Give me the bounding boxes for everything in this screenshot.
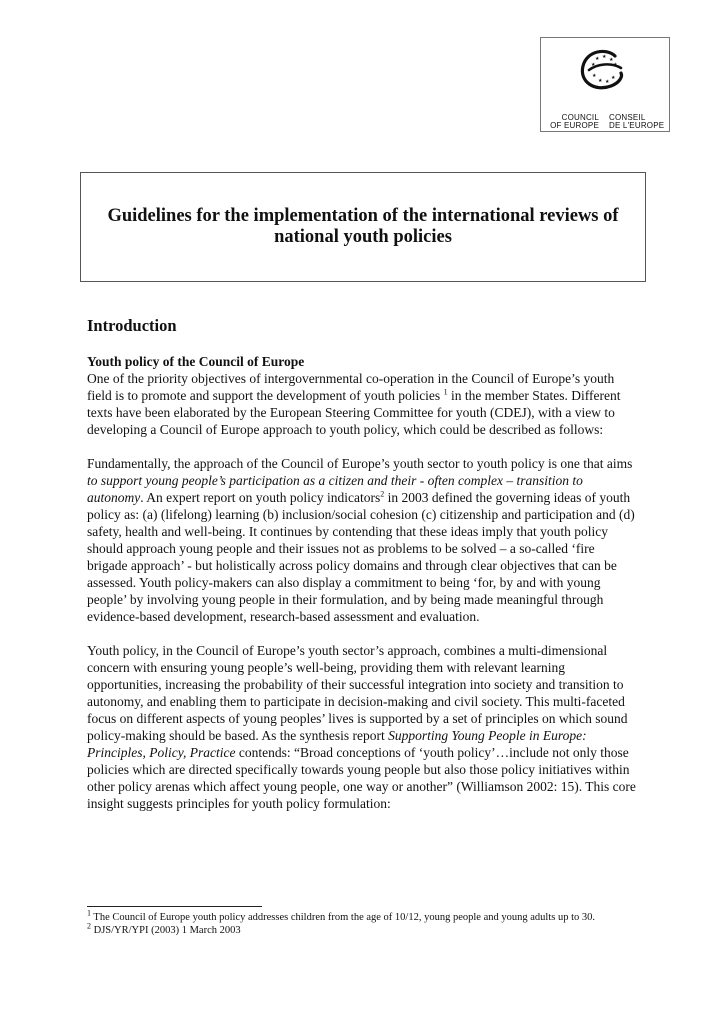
footnote-ref-1[interactable]: 1	[443, 387, 448, 397]
paragraph-2: Fundamentally, the approach of the Council of Europe’s youth sector to youth policy is one that aims to support young people’s participation as a citizen and their - often complex – transition to autonomy. An expert report on youth policy indicators$^2$ in 2003 defined the governing ideas of youth policy as: (a) (lifelong) learning (b) inclusion/social cohesion (c) citizenship and participation and (d) safety, health and well-being. It continues by contending that these ideas imply that youth policy should approach young people and their issues not as problems to be solved – a so-called ‘fire brigade approach’ - but holistically across policy domains and through clear objectives that can be assessed. Youth policy-makers can also display a commitment to being ‘for, by and with young people’ by involving young people in their formulation, and by being made meaningful through evidence-based development, research-based assessment and evaluation.	[87, 456, 635, 624]
paragraph-3: Youth policy, in the Council of Europe’s youth sector’s approach, combines a multi-dimensional concern with ensuring young people’s well-being, providing them with relevant learning opportunities, increasing the probability of their successful integration into society and transition to autonomy, and enabling them to participate in decision-making and civil society. This multi-faceted focus on different aspects of young peoples’ lives is supported by a set of principles on which sound policy-making should be based. As the synthesis report Supporting Young People in Europe: Principles, Policy, Practice contends: “Broad conceptions of ‘youth policy’…include not only those policies which are directed specifically towards young people but also those policy initiatives within other policy arenas which affect young people, one way or another” (Williamson 2002: 15). This core insight suggests principles for youth policy formulation:	[87, 643, 636, 811]
footnote-1: $^1$ The Council of Europe youth policy addresses children from the age of 10/12, young people and young adults up to 30.	[87, 908, 595, 923]
svg-text:★: ★	[605, 79, 610, 85]
svg-text:★: ★	[602, 54, 607, 60]
svg-text:★: ★	[609, 57, 614, 63]
svg-text:★: ★	[591, 62, 596, 68]
svg-text:★: ★	[613, 62, 618, 68]
section-heading: Introduction	[87, 316, 177, 335]
svg-text:★: ★	[595, 56, 600, 62]
footnotes	[87, 908, 637, 937]
paragraph-1: One of the priority objectives of intergovernmental co-operation in the Council of Europe’s youth field is to promote and support the development of youth policies $^1$ in the member States. Different texts have been elaborated by the European Steering Committee for youth (CDEJ), with a view to developing a Council of Europe approach to youth policy, which could be described as follows:	[87, 371, 621, 437]
footnote-2: $^2$ DJS/YR/YPI (2003) 1 March 2003	[87, 921, 241, 936]
logo-label-en: COUNCIL OF EUROPE	[550, 113, 599, 130]
council-of-europe-logo	[540, 37, 670, 132]
title-box	[80, 172, 646, 282]
council-of-europe-emblem-icon	[571, 46, 631, 96]
svg-text:★: ★	[592, 73, 597, 79]
document-title: Guidelines for the implementation of the international reviews of national youth policies	[107, 206, 619, 247]
logo-label-fr: CONSEIL DE L'EUROPE	[609, 113, 665, 130]
svg-text:★: ★	[598, 78, 603, 84]
subheading: Youth policy of the Council of Europe	[87, 354, 305, 369]
svg-text:★: ★	[611, 75, 616, 81]
main-content	[87, 316, 637, 829]
footnote-separator	[87, 906, 262, 907]
footnote-ref-2[interactable]: 2	[380, 489, 385, 499]
